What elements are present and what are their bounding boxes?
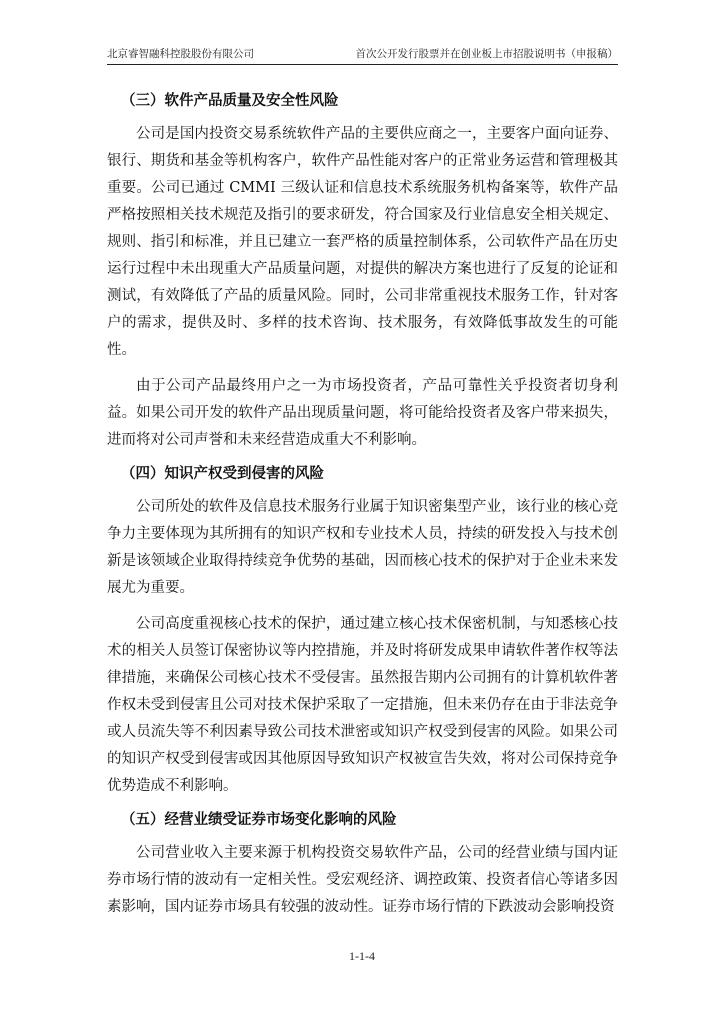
header-company-name: 北京睿智融科控股股份有限公司 (107, 48, 254, 60)
paragraph: 由于公司产品最终用户之一为市场投资者，产品可靠性关乎投资者切身利益。如果公司开发的软件产品出现质量问题，将可能给投资者及客户带来损失，进而将对公司声誉和未来经营造成重大不利影响。 (107, 378, 618, 448)
paragraph: 公司所处的软件及信息技术服务行业属于知识密集型产业，该行业的核心竞争力主要体现为其所拥有的知识产权和专业技术人员，持续的研发投入与技术创新是该领域企业取得持续竞争优势的基础，因而核心技术的保护对于企业未来发展尤为重要。 (107, 499, 618, 596)
page-number: 1-1-4 (349, 949, 375, 963)
paragraph: 公司是国内投资交易系统软件产品的主要供应商之一，主要客户面向证券、银行、期货和基金等机构客户，软件产品性能对客户的正常业务运营和管理极其重要。公司已通过 CMMI 三级认证和信息技术系统服务机构备案等，软件产品严格按照相关技术规范及指引的要求研发，符合国家及行业信息安全相关规定、规则、指引和标准，并且已建立一套严格的质量控制体系，公司软件产品在历史运行过程中未出现重大产品质量问题，对提供的解决方案也进行了反复的论证和测试，有效降低了产品的质量风险。同时，公司非常重视技术服务工作，针对客户的需求，提供及时、多样的技术咨询、技术服务，有效降低事故发生的可能性。 (107, 126, 618, 358)
paragraph: 公司营业收入主要来源于机构投资交易软件产品，公司的经营业绩与国内证券市场行情的波动有一定相关性。受宏观经济、调控政策、投资者信心等诸多因素影响，国内证券市场具有较强的波动性。证券市场行情的下跌波动会影响投资 (107, 845, 618, 915)
page-header (107, 46, 618, 65)
section-heading-market-performance: （五）经营业绩受证券市场变化影响的风险 (121, 812, 397, 828)
paragraph: 公司高度重视核心技术的保护，通过建立核心技术保密机制，与知悉核心技术的相关人员签订保密协议等内控措施，并及时将研发成果申请软件著作权等法律措施，来确保公司核心技术不受侵害。虽然报告期内公司拥有的计算机软件著作权未受到侵害且公司对技术保护采取了一定措施，但未来仍存在由于非法竞争或人员流失等不利因素导致公司技术泄密或知识产权受到侵害的风险。如果公司的知识产权受到侵害或因其他原因导致知识产权被宣告失效，将对公司保持竞争优势造成不利影响。 (107, 616, 618, 794)
section-heading-software-quality: （三）软件产品质量及安全性风险 (121, 93, 339, 109)
document-body (107, 86, 618, 921)
header-document-title: 首次公开发行股票并在创业板上市招股说明书（申报稿） (355, 48, 618, 60)
section-heading-ip-infringement: （四）知识产权受到侵害的风险 (121, 466, 324, 482)
